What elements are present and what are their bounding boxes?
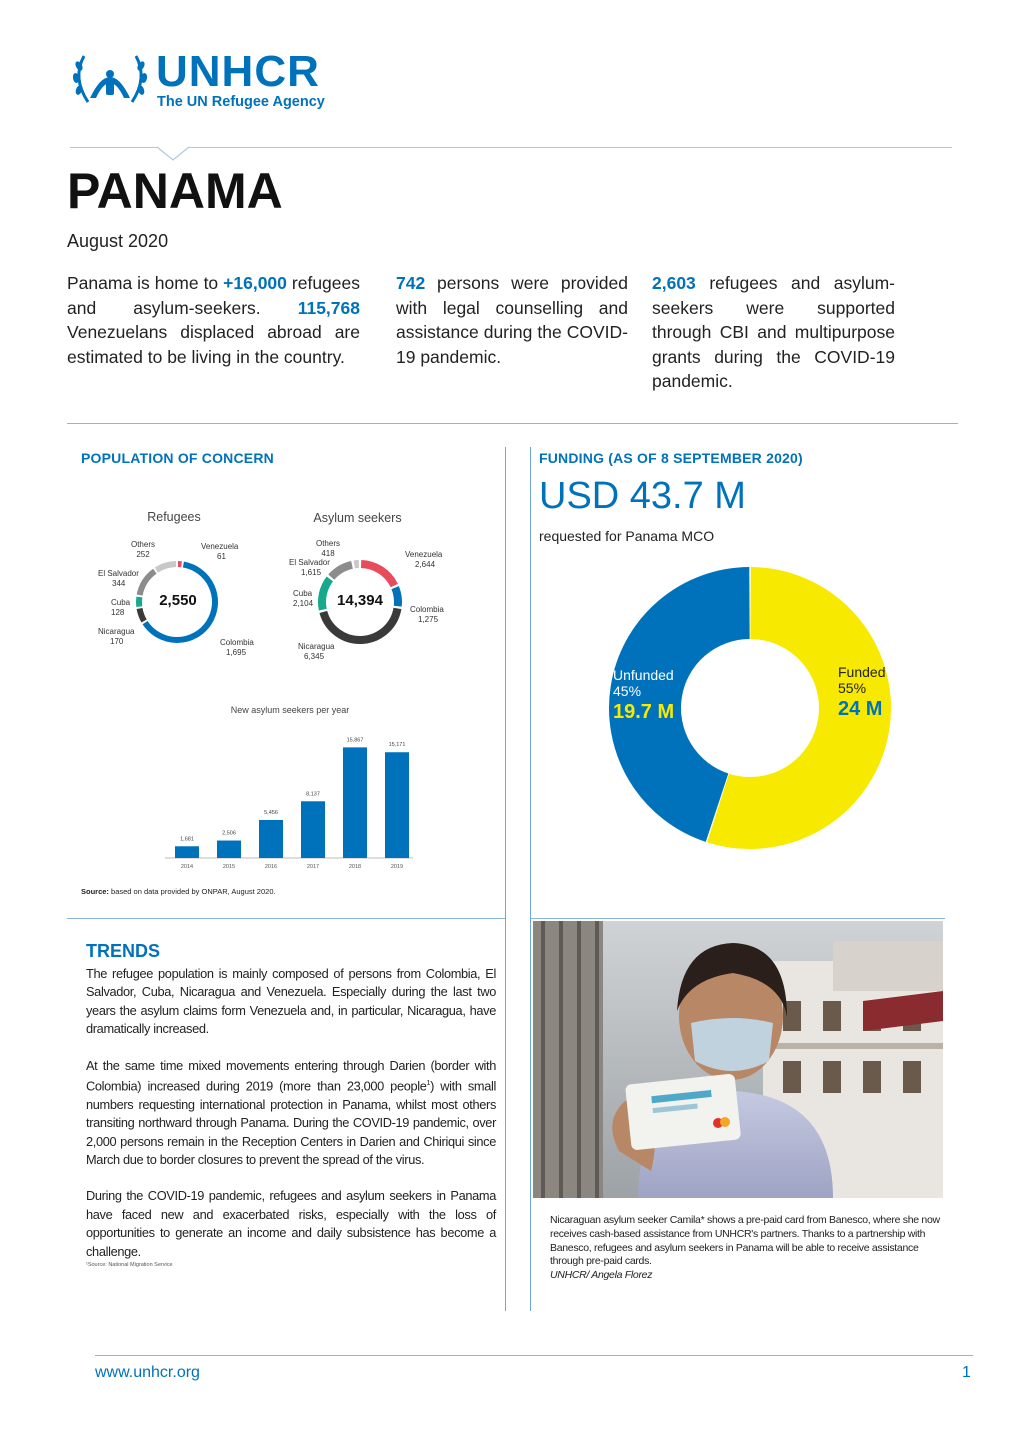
label-name: Colombia bbox=[410, 605, 444, 614]
bar-category-label: 2018 bbox=[348, 864, 362, 870]
section-rule-mid-right bbox=[530, 918, 945, 919]
bar-2016 bbox=[259, 820, 283, 858]
donut-slice-others bbox=[156, 564, 176, 570]
population-source bbox=[81, 887, 276, 896]
footnote-ref: 1 bbox=[426, 1080, 431, 1088]
unfunded-label-group bbox=[613, 667, 674, 725]
donut-slice-cuba bbox=[322, 579, 330, 610]
bar-chart-title: New asylum seekers per year bbox=[230, 705, 350, 715]
label-name: Others bbox=[315, 539, 340, 548]
trends-text: ) with small numbers requesting international protection in Panama, whilst most others transiting northward through Panama. During the COVID-19 pandemic, over 2,000 persons remain in the Reception Centers in Darien and Chiriqui since March due to border closures to prevent the spread of the virus. bbox=[86, 1078, 496, 1167]
funding-requested: requested for Panama MCO bbox=[539, 528, 715, 544]
photo-scene-icon bbox=[533, 921, 943, 1198]
bar-category-label: 2019 bbox=[390, 864, 404, 870]
bar-value-label: 15,171 bbox=[388, 742, 406, 749]
highlight-text: Venezuelans displaced abroad are estimated to be living in the country. bbox=[67, 322, 360, 367]
asylum-label-colombia bbox=[410, 605, 444, 625]
highlight-text: Panama is home to bbox=[67, 273, 224, 293]
bar-value-label: 2,506 bbox=[222, 830, 236, 837]
donut-slice-nicaragua bbox=[323, 608, 397, 640]
label-name: Venezuela bbox=[405, 550, 443, 559]
asylum-label-venezuela bbox=[405, 550, 442, 570]
refugees-total: 2,550 bbox=[159, 592, 197, 609]
header-rule bbox=[70, 147, 952, 148]
org-tagline: The UN Refugee Agency bbox=[157, 94, 325, 110]
asylum-label-others bbox=[314, 539, 342, 559]
funded-pct: 55% bbox=[838, 680, 867, 696]
refugees-chart-title: Refugees bbox=[147, 510, 201, 524]
trends-title: TRENDS bbox=[86, 941, 161, 961]
highlight-population bbox=[67, 271, 360, 369]
org-name: UNHCR bbox=[156, 47, 320, 96]
section-rule-mid-left bbox=[67, 918, 505, 919]
donut-slice-nicaragua bbox=[140, 608, 145, 621]
refugees-label-nicaragua bbox=[98, 627, 134, 647]
asylum-label-cuba bbox=[293, 589, 313, 609]
bar-2017 bbox=[301, 801, 325, 858]
source-label: Source: bbox=[81, 887, 109, 896]
page-title: PANAMA bbox=[67, 163, 283, 219]
page-number: 1 bbox=[962, 1364, 971, 1381]
label-value: 2,644 bbox=[415, 560, 436, 569]
label-name: Others bbox=[130, 540, 155, 549]
funding-amount: USD 43.7 M bbox=[539, 475, 746, 517]
bar-category-label: 2017 bbox=[306, 864, 320, 870]
unfunded-label: Unfunded bbox=[613, 667, 674, 683]
unfunded-amount: 19.7 M bbox=[613, 701, 675, 723]
header-notch-icon bbox=[157, 146, 189, 162]
funded-label: Funded bbox=[838, 664, 886, 680]
label-value: 128 bbox=[111, 608, 125, 617]
funding-section-title: FUNDING (AS OF 8 SEPTEMBER 2020) bbox=[539, 450, 803, 466]
donut-slice-el-salvador bbox=[331, 565, 352, 577]
donut-slice-colombia bbox=[395, 588, 398, 606]
trends-text: At the same time mixed movements entering through Darien (border with Colombia) increased during 2019 (more than 23,000 people bbox=[86, 1057, 496, 1094]
bar-2018 bbox=[343, 747, 367, 858]
label-value: 418 bbox=[321, 549, 335, 558]
bar-category-label: 2014 bbox=[180, 864, 194, 870]
footer-rule bbox=[95, 1355, 973, 1356]
bar-value-label: 5,456 bbox=[264, 809, 278, 816]
highlight-text: refugees and asylum-seekers. bbox=[67, 273, 360, 318]
highlight-legal bbox=[396, 271, 628, 369]
refugees-label-colombia bbox=[220, 638, 254, 658]
bar-value-label: 8,137 bbox=[306, 791, 320, 798]
unfunded-pct: 45% bbox=[613, 683, 642, 699]
bar-2015 bbox=[217, 841, 241, 858]
label-name: Colombia bbox=[220, 638, 254, 647]
label-name: Nicaragua bbox=[298, 642, 335, 651]
highlight-text: refugees and asylum-seekers were supported through CBI and multipurpose grants during the COVID-19 pandemic. bbox=[652, 273, 895, 391]
asylum-chart-title: Asylum seekers bbox=[313, 511, 402, 525]
label-name: Venezuela bbox=[201, 542, 239, 551]
label-name: El Salvador bbox=[289, 558, 330, 567]
trends-paragraph-1: The refugee population is mainly composed of persons from Colombia, El Salvador, Cuba, Nicaragua and Venezuela. Especially during the last two years the asylum claims form Venezuela and, in particular, Nicaragua, have dramatically increased. bbox=[86, 966, 496, 1037]
label-name: Cuba bbox=[293, 589, 313, 598]
refugees-label-cuba bbox=[111, 598, 130, 618]
refugees-label-el-salvador bbox=[98, 569, 139, 589]
highlight-cbi bbox=[652, 271, 895, 394]
bar-2014 bbox=[175, 846, 199, 858]
unhcr-logo bbox=[70, 48, 350, 112]
bar-value-label: 1,681 bbox=[180, 836, 194, 843]
label-name: El Salvador bbox=[98, 569, 139, 578]
donut-slice-venezuela bbox=[361, 564, 394, 586]
refugees-label-others bbox=[128, 540, 158, 560]
highlight-number: 2,603 bbox=[652, 273, 696, 293]
label-value: 2,104 bbox=[293, 599, 314, 608]
footer-url-link[interactable]: www.unhcr.org bbox=[95, 1364, 200, 1381]
label-value: 1,695 bbox=[226, 648, 247, 657]
trends-body bbox=[86, 965, 496, 1268]
label-value: 344 bbox=[112, 579, 126, 588]
new-asylum-bar-chart bbox=[165, 722, 415, 877]
asylum-label-nicaragua bbox=[298, 642, 334, 662]
asylum-total: 14,394 bbox=[337, 592, 383, 609]
highlight-number: 742 bbox=[396, 273, 426, 293]
photo bbox=[533, 921, 943, 1198]
source-text: based on data provided by ONPAR, August 2020. bbox=[108, 887, 276, 896]
bar-value-label: 15,867 bbox=[346, 737, 364, 744]
asylum-label-el-salvador bbox=[289, 558, 330, 578]
label-value: 170 bbox=[110, 637, 124, 646]
funded-label-group bbox=[838, 664, 885, 722]
bar-category-label: 2016 bbox=[264, 864, 278, 870]
label-name: Cuba bbox=[111, 598, 131, 607]
label-name: Nicaragua bbox=[98, 627, 135, 636]
highlight-number: 115,768 bbox=[297, 297, 360, 318]
highlight-text: persons were provided with legal counselling and assistance during the COVID-19 pandemic. bbox=[396, 273, 628, 367]
trends-footnote: ¹Source: National Migration Service bbox=[86, 1261, 173, 1268]
label-value: 252 bbox=[136, 550, 150, 559]
section-rule-top bbox=[67, 423, 958, 424]
label-value: 1,615 bbox=[301, 568, 322, 577]
highlight-number: +16,000 bbox=[223, 273, 287, 293]
population-section-title: POPULATION OF CONCERN bbox=[81, 450, 274, 466]
unhcr-emblem-icon bbox=[70, 48, 150, 110]
photo-caption bbox=[550, 1214, 940, 1283]
label-value: 61 bbox=[217, 552, 226, 561]
label-value: 1,275 bbox=[418, 615, 439, 624]
column-divider-left bbox=[505, 447, 506, 1311]
caption-text: Nicaraguan asylum seeker Camila* shows a pre-paid card from Banesco, where she now receives cash-based assistance from UNHCR's partners. Thanks to a partnership with Banesco, refugees and asylum seekers in Panama will be able to receive assistance through pre-paid cards. bbox=[550, 1214, 940, 1268]
label-value: 6,345 bbox=[304, 652, 325, 661]
trends-paragraph-3: During the COVID-19 pandemic, refugees and asylum seekers in Panama have faced new and exacerbated risks, especially with the loss of opportunities to generate an income and daily subsistence has become a challenge. bbox=[86, 1188, 496, 1259]
funded-amount: 24 M bbox=[838, 698, 883, 720]
column-divider-right bbox=[530, 447, 531, 1311]
refugees-label-venezuela bbox=[201, 542, 238, 562]
bar-2019 bbox=[385, 752, 409, 858]
trends-paragraph-2 bbox=[86, 1057, 496, 1170]
bar-category-label: 2015 bbox=[222, 864, 236, 870]
report-date: August 2020 bbox=[67, 231, 169, 251]
photo-credit: UNHCR/ Angela Florez bbox=[550, 1269, 653, 1282]
